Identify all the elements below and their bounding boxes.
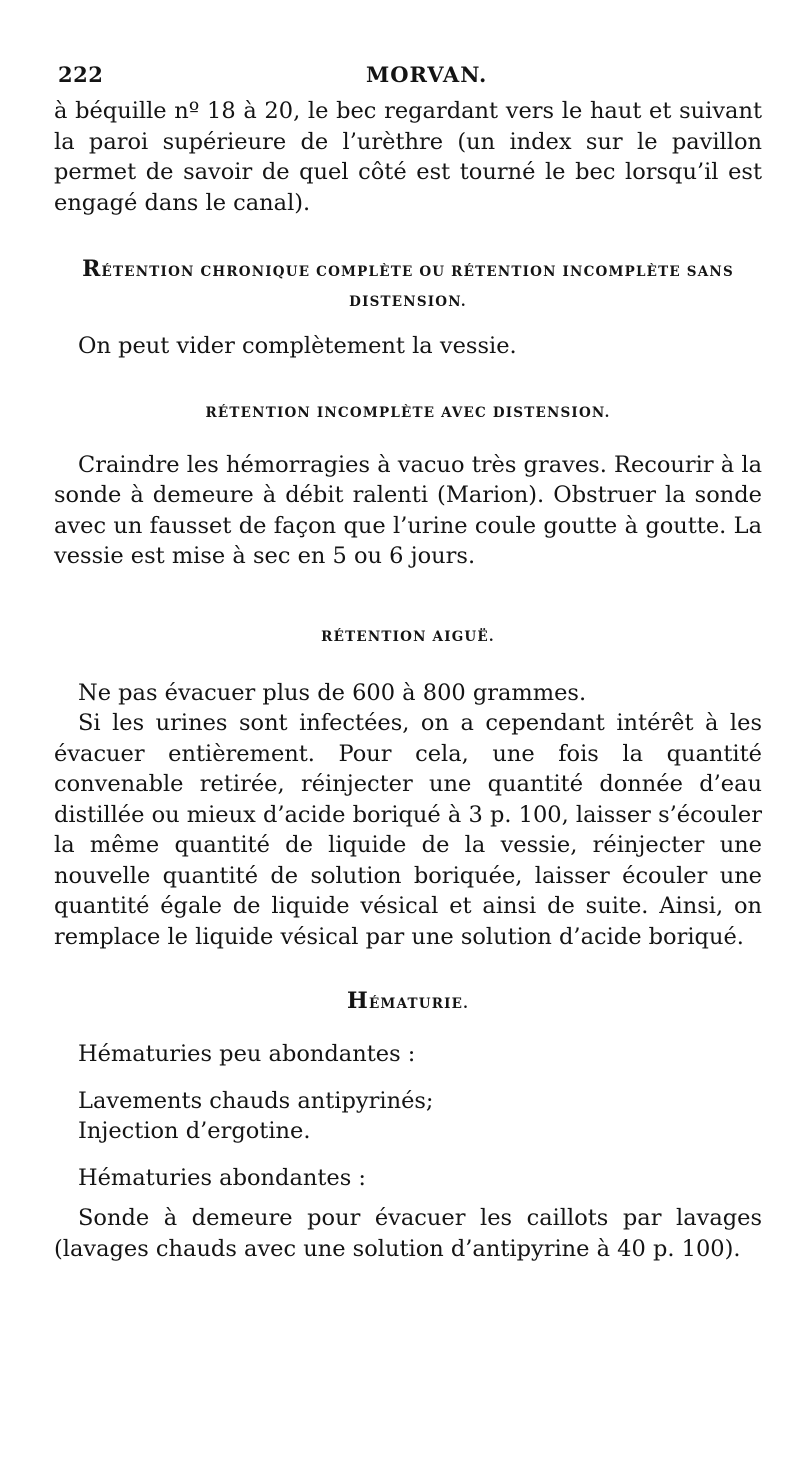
paragraph-continuation: à béquille nº 18 à 20, le bec regardant vers le haut et suivant la paroi supérieure de l’urèthre (un index sur le pavillon permet de savoir de quel côté est tourné le bec lorsqu’il est engagé dans le canal). xyxy=(54,98,762,216)
paragraph: Ne pas évacuer plus de 600 à 800 grammes. xyxy=(78,679,587,706)
section-heading-hematuria: HÉMATURIE. xyxy=(346,988,470,1014)
running-title: MORVAN. xyxy=(366,62,488,87)
paragraph: On peut vider complètement la vessie. xyxy=(78,333,517,359)
section-heading-chronic-retention xyxy=(54,254,762,317)
page-number: 222 xyxy=(58,62,104,87)
running-head xyxy=(54,62,762,96)
section-heading-acute-retention: RÉTENTION AIGUË. xyxy=(321,628,495,645)
list-line: Lavements chauds antipyrinés; xyxy=(78,1087,434,1114)
book-page xyxy=(54,62,762,1264)
paragraph: Hématuries peu abondantes : xyxy=(78,1041,416,1067)
heading-line: DISTENSION. xyxy=(349,294,467,310)
heading-line: RÉTENTION CHRONIQUE COMPLÈTE OU RÉTENTION INCOMPLÈTE SANS xyxy=(82,256,734,282)
list-line: Injection d’ergotine. xyxy=(78,1118,311,1144)
paragraph: Craindre les hémorragies à vacuo très graves. Recourir à la sonde à demeure à débit ralenti (Marion). Obstruer la sonde avec un fausset de façon que l’urine coule goutte à goutte. La vessie est mise à sec en 5 ou 6 jours. xyxy=(54,451,762,569)
section-heading-incomplete-retention: RÉTENTION INCOMPLÈTE AVEC DISTENSION. xyxy=(205,404,611,421)
paragraph: Si les urines sont infectées, on a cependant intérêt à les évacuer entièrement. Pour cela, une fois la quantité convenable retirée, réinjecter une quantité donnée d’eau distillée ou mieux d’acide boriqué à 3 p. 100, laisser s’écouler la même quantité de liquide de la vessie, réinjecter une nouvelle quantité de solution boriquée, laisser écouler une quantité égale de liquide vésical et ainsi de suite. Ainsi, on remplace le liquide vésical par une solution d’acide boriqué. xyxy=(54,710,762,950)
paragraph: Hématuries abondantes : xyxy=(78,1164,366,1191)
paragraph: Sonde à demeure pour évacuer les caillots par lavages (lavages chauds avec une solution d’antipyrine à 40 p. 100). xyxy=(54,1205,762,1262)
